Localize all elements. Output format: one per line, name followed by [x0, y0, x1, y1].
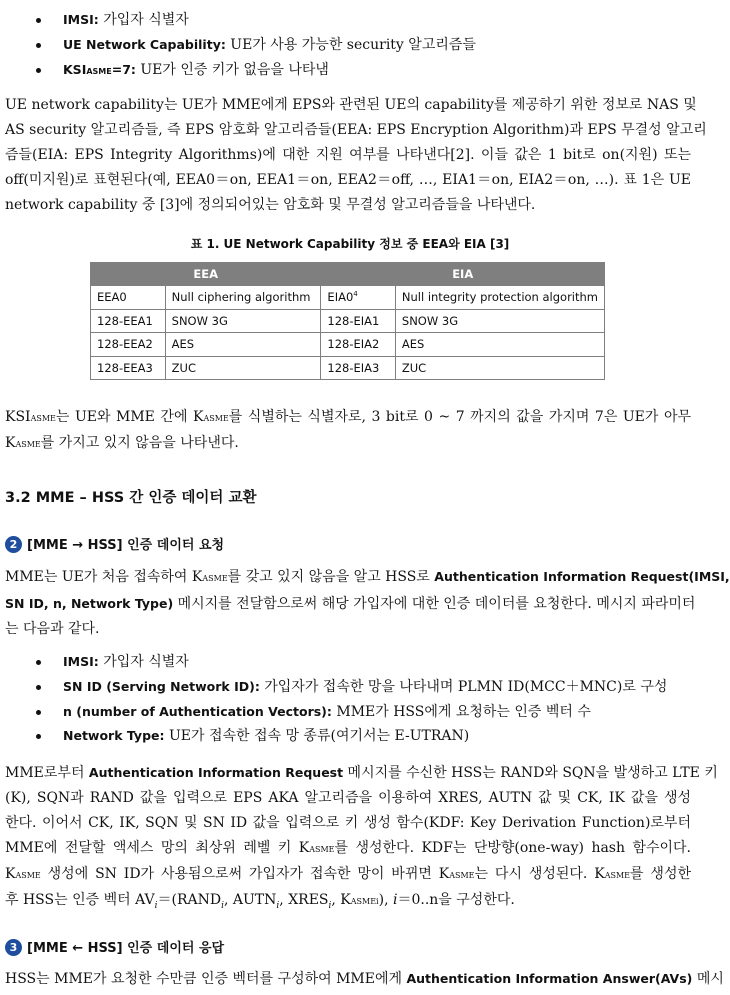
header-eea: EEA	[91, 263, 321, 286]
step-number-badge: 3	[5, 939, 22, 956]
table-row: 128-EEA1 SNOW 3G 128-EIA1 SNOW 3G	[91, 309, 605, 333]
table-caption: 표 1. UE Network Capability 정보 중 EEA와 EIA [3]	[190, 237, 510, 251]
header-eia: EIA	[321, 263, 605, 286]
list-item: n (number of Authentication Vectors): MME가 HSS에게 요청하는 인증 벡터 수	[0, 700, 700, 725]
paragraph-hss-process: MME로부터 Authentication Information Request 메시지를 수신한 HSS는 RAND와 SQN을 발생하고 LTE 키 (K), SQN과 RAND 값을 입력으로 EPS AKA 알고리즘을 이용하여 XRES, AUTN 값 및 CK, IK 값을 생성 한다. 이어서 CK, IK, SQN 및 SN ID 값을 입력으로 키 생성 함수(KDF: Key Derivation Function)로부터 MME에 전달할 액세스 망의 최상위 레벨 키 KASME를 생성한다. KDF는 단방향(one-way) hash 함수이다. KASME 생성에 SN ID가 사용됨으로써 가입자가 접속한 망이 바뀌면 KASME는 다시 생성된다. KASME를 생성한 후 HSS는 인증 벡터 $AV_i=(RAND_i$, $AUTN_i$, $XRES_i$, KASMEi), i＝0..n을 구성한다.	[5, 765, 718, 911]
table-header-row	[91, 263, 605, 286]
paragraph-auth-answer: HSS는 MME가 요청한 수만큼 인증 벡터를 구성하여 MME에게 Authentication Information Answer(AVs) 메시	[5, 971, 724, 987]
paragraph-auth-request: MME는 UE가 처음 접속하여 KASME를 갖고 있지 않음을 알고 HSS로 Authentication Information Request(IMSI, SN ID, n, Network Type) 메시지를 전달함으로써 해당 가입자에 대한 인증 데이터를 요청한다. 메시지 파라미터 는 다음과 같다.	[5, 569, 730, 637]
table-row: 128-EEA3 ZUC 128-EIA3 ZUC	[91, 356, 605, 380]
list-item: UE Network Capability: UE가 사용 가능한 security 알고리즘들	[0, 33, 700, 58]
list-item: Network Type: UE가 접속한 접속 망 종류(여기서는 E-UTRAN)	[0, 724, 700, 749]
parameter-list-1	[0, 8, 700, 82]
step-3-heading: 3 [MME ← HSS] 인증 데이터 응답	[5, 937, 224, 956]
table-row: 128-EEA2 AES 128-EIA2 AES	[91, 333, 605, 357]
parameter-list-2	[0, 650, 700, 749]
paragraph-ue-capability: UE network capability는 UE가 MME에게 EPS와 관련된 UE의 capability를 제공하기 위한 정보로 NAS 및 AS security 알고리즘들, 즉 EPS 암호화 알고리즘들(EEA: EPS Encryption Algorithm)과 EPS 무결성 알고리 즘들(EIA: EPS Integrity Algorithms)에 대한 지원 여부를 나타낸다[2]. 이들 값은 1 bit로 on(지원) 또는 off(미지원)로 표현된다(예, EEA0＝on, EEA1＝on, EEA2＝off, …, EIA1＝on, EIA2＝on, …). 표 1은 UE network capability 중 [3]에 정의되어있는 암호화 및 무결성 알고리즘들을 나타낸다.	[5, 97, 707, 213]
list-item: IMSI: 가입자 식별자	[0, 8, 700, 33]
list-item: SN ID (Serving Network ID): 가입자가 접속한 망을 나타내며 PLMN ID(MCC＋MNC)로 구성	[0, 675, 700, 700]
eea-eia-table	[90, 262, 605, 380]
paragraph-ksi-asme: KSIASME는 UE와 MME 간에 KASME를 식별하는 식별자로, 3 bit로 0 ~ 7 까지의 값을 가지며 7은 UE가 아무 KASME를 가지고 있지 않음을 나타낸다.	[5, 409, 691, 451]
step-number-badge: 2	[5, 536, 22, 553]
list-item: IMSI: 가입자 식별자	[0, 650, 700, 675]
section-title: 3.2 MME – HSS 간 인증 데이터 교환	[5, 490, 257, 506]
list-item: KSIASME=7: UE가 인증 키가 없음을 나타냄	[0, 58, 700, 83]
step-2-heading: 2 [MME → HSS] 인증 데이터 요청	[5, 534, 224, 553]
table-row: EEA0 Null ciphering algorithm $EIA0^4$ Null integrity protection algorithm	[91, 286, 605, 310]
